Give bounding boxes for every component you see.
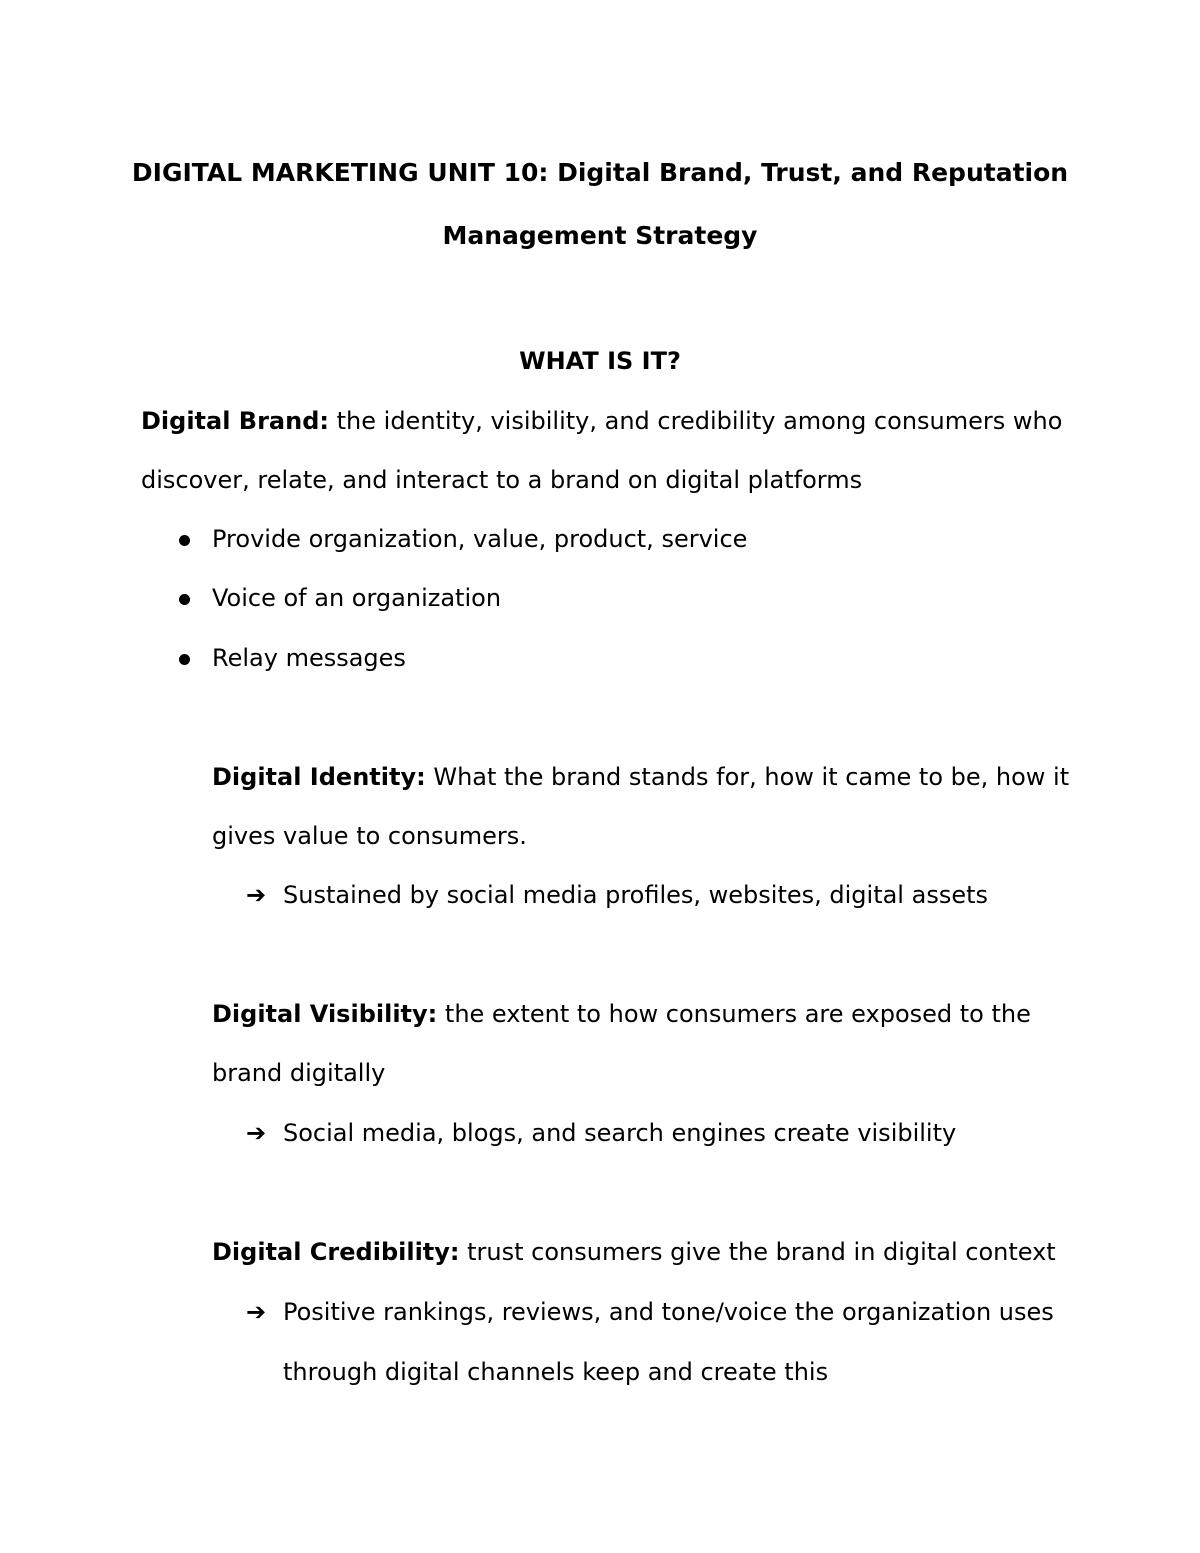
- bullet-item: Relay messages: [212, 644, 406, 672]
- digital-brand-definition-line-2: discover, relate, and interact to a brand on digital platforms: [141, 466, 863, 494]
- document-title-line-2: Management Strategy: [442, 221, 758, 250]
- section-heading: WHAT IS IT?: [519, 347, 681, 375]
- digital-identity-definition-line-1: [212, 762, 1069, 792]
- digital-visibility-arrow-item: Social media, blogs, and search engines create visibility: [283, 1119, 957, 1147]
- digital-identity-term: Digital Identity:: [212, 763, 426, 791]
- digital-credibility-term: Digital Credibility:: [212, 1238, 460, 1266]
- bullet-dot-icon: [179, 594, 190, 605]
- digital-identity-definition-text: What the brand stands for, how it came to be, how it: [425, 763, 1070, 791]
- bullet-dot-icon: [179, 535, 190, 546]
- digital-visibility-definition-line-2: brand digitally: [212, 1059, 386, 1087]
- digital-identity-arrow-item: Sustained by social media profiles, websites, digital assets: [283, 881, 988, 909]
- digital-visibility-definition-line-1: [212, 999, 1031, 1029]
- digital-brand-term: Digital Brand:: [141, 407, 329, 435]
- bullet-item: Voice of an organization: [212, 584, 502, 612]
- digital-visibility-definition-text: the extent to how consumers are exposed to the: [437, 1000, 1031, 1028]
- document-title-line-1: DIGITAL MARKETING UNIT 10: Digital Brand, Trust, and Reputation: [131, 158, 1069, 187]
- digital-identity-definition-line-2: gives value to consumers.: [212, 822, 527, 850]
- digital-visibility-term: Digital Visibility:: [212, 1000, 438, 1028]
- digital-credibility-definition-text: trust consumers give the brand in digital context: [459, 1238, 1056, 1266]
- bullet-dot-icon: [179, 654, 190, 665]
- arrow-right-icon: ➔: [246, 881, 267, 909]
- arrow-right-icon: ➔: [246, 1119, 267, 1147]
- bullet-item: Provide organization, value, product, service: [212, 525, 748, 553]
- digital-credibility-definition-line-1: [212, 1237, 1056, 1267]
- digital-brand-definition-text: the identity, visibility, and credibility among consumers who: [329, 407, 1063, 435]
- arrow-right-icon: ➔: [246, 1298, 267, 1326]
- digital-credibility-arrow-item-line-1: Positive rankings, reviews, and tone/voice the organization uses: [283, 1298, 1054, 1326]
- digital-brand-definition-line-1: [141, 406, 1062, 436]
- digital-credibility-arrow-item-line-2: through digital channels keep and create this: [283, 1358, 829, 1386]
